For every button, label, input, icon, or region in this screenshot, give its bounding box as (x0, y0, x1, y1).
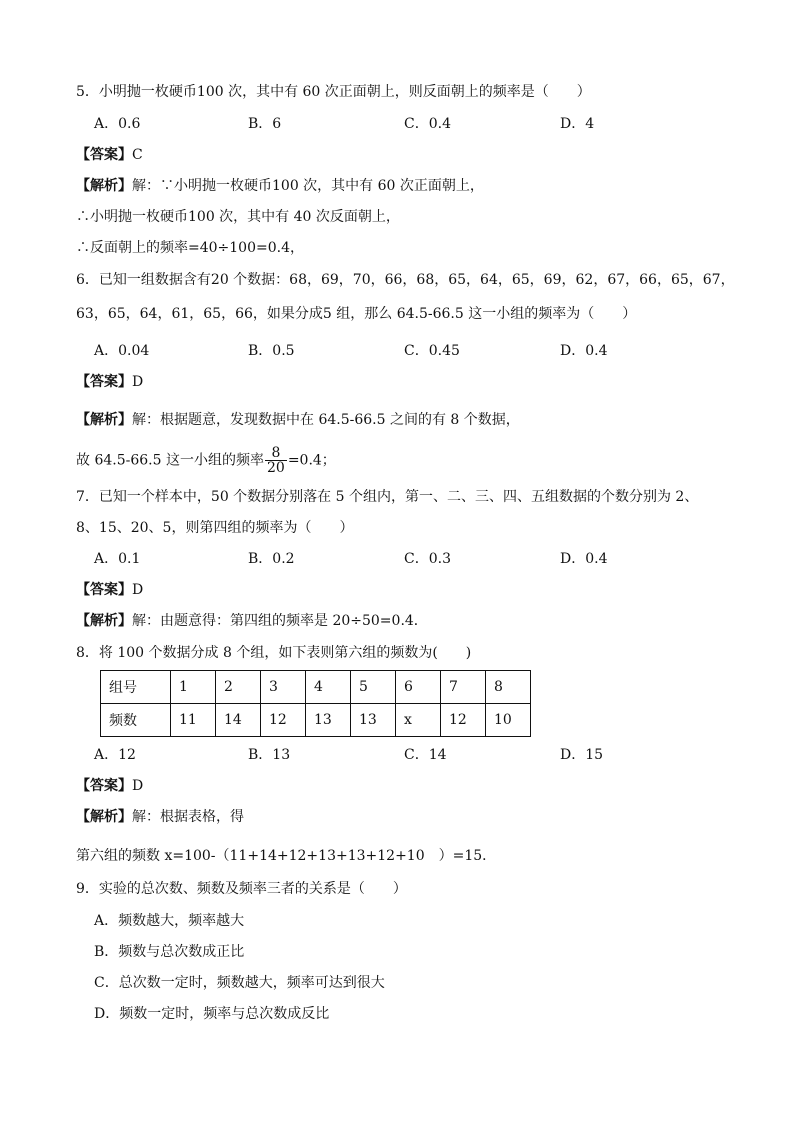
q8-option-c: C．14 (404, 747, 447, 763)
q6-answer (76, 372, 143, 392)
q7-option-c: C．0.3 (404, 551, 451, 567)
table-row (101, 704, 531, 737)
table-cell: 14 (216, 704, 261, 737)
q6-analysis-1 (76, 410, 520, 430)
q5-option-d: D．4 (560, 116, 595, 132)
answer-tag: 【答案】 (76, 582, 132, 598)
table-cell: 7 (441, 671, 486, 704)
answer-tag: 【答案】 (76, 374, 132, 390)
answer-value: D (132, 582, 144, 598)
q8-option-b: B．13 (248, 747, 291, 763)
q5-analysis-3: ∴反面朝上的频率=40÷100=0.4， (76, 240, 304, 256)
table-cell: 13 (351, 704, 396, 737)
q8-analysis-1 (76, 807, 244, 827)
q5-option-c: C．0.4 (404, 116, 451, 132)
analysis-text: 解：由题意得：第四组的频率是 20÷50=0.4． (132, 613, 428, 629)
fraction (265, 446, 287, 475)
table-cell: x (396, 704, 441, 737)
q7-answer (76, 580, 143, 600)
table-cell: 13 (306, 704, 351, 737)
answer-tag: 【答案】 (76, 147, 132, 163)
q9-option-a: A．频数越大，频率越大 (94, 913, 245, 929)
table-cell: 3 (261, 671, 306, 704)
q8-option-d: D．15 (560, 747, 604, 763)
analysis-text: 解：∵小明抛一枚硬币100 次，其中有 60 次正面朝上， (132, 178, 484, 194)
q5-option-b: B．6 (248, 116, 282, 132)
q7-analysis (76, 611, 428, 631)
question-7-stem-1: 7．已知一个样本中，50 个数据分别落在 5 个组内，第一、二、三、四、五组数据的个数分别为 2、 (76, 489, 699, 505)
question-8-stem: 8．将 100 个数据分成 8 个组，如下表则第六组的频数为( ) (76, 645, 472, 661)
answer-value: C (132, 147, 143, 163)
question-9-stem: 9．实验的总次数、频数及频率三者的关系是（ ） (76, 881, 407, 897)
table-cell: 1 (171, 671, 216, 704)
q9-option-b: B．频数与总次数成正比 (94, 944, 245, 960)
q6-option-b: B．0.5 (248, 343, 295, 359)
question-7-stem-2: 8、15、20、5，则第四组的频率为（ ） (76, 520, 354, 536)
table-cell: 10 (486, 704, 531, 737)
table-cell: 5 (351, 671, 396, 704)
q6-option-a: A．0.04 (94, 343, 150, 359)
fraction-numerator: 8 (265, 446, 287, 461)
q8-answer (76, 776, 143, 796)
answer-value: D (132, 374, 144, 390)
q5-option-a: A．0.6 (94, 116, 141, 132)
table-cell: 12 (261, 704, 306, 737)
table-cell: 8 (486, 671, 531, 704)
q5-answer (76, 145, 143, 165)
table-cell: 11 (171, 704, 216, 737)
q6-option-d: D．0.4 (560, 343, 608, 359)
analysis-text: 故 64.5-66.5 这一小组的频率 (76, 452, 264, 469)
question-5-stem: 5．小明抛一枚硬币100 次，其中有 60 次正面朝上，则反面朝上的频率是（ ） (76, 84, 591, 100)
frequency-table (100, 670, 531, 737)
table-row (101, 671, 531, 704)
analysis-tag: 【解析】 (76, 809, 132, 825)
table-cell: 2 (216, 671, 261, 704)
q5-analysis-2: ∴小明抛一枚硬币100 次，其中有 40 次反面朝上， (76, 209, 400, 225)
fraction-denominator: 20 (266, 460, 285, 476)
q5-analysis-1 (76, 176, 484, 196)
analysis-text: =0.4； (287, 452, 336, 469)
table-cell: 组号 (101, 671, 171, 704)
q9-option-d: D．频数一定时，频率与总次数成反比 (94, 1006, 330, 1022)
analysis-text: 解：根据表格，得 (132, 809, 244, 825)
q7-option-a: A．0.1 (94, 551, 141, 567)
question-6-stem-1: 6．已知一组数据含有20 个数据：68，69，70，66，68，65，64，65，69，62，67，66，65，67， (76, 272, 735, 288)
answer-value: D (132, 778, 144, 794)
q7-option-b: B．0.2 (248, 551, 295, 567)
table-cell: 4 (306, 671, 351, 704)
q6-analysis-2 (76, 446, 336, 475)
table-cell: 6 (396, 671, 441, 704)
answer-tag: 【答案】 (76, 778, 132, 794)
table-cell: 12 (441, 704, 486, 737)
table-cell: 频数 (101, 704, 171, 737)
q7-option-d: D．0.4 (560, 551, 608, 567)
analysis-tag: 【解析】 (76, 613, 132, 629)
question-6-stem-2: 63，65，64，61，65，66，如果分成5 组，那么 64.5-66.5 这一小组的频率为（ ） (76, 306, 637, 322)
analysis-tag: 【解析】 (76, 412, 132, 428)
analysis-text: 解：根据题意，发现数据中在 64.5-66.5 之间的有 8 个数据， (132, 412, 520, 428)
analysis-tag: 【解析】 (76, 178, 132, 194)
q8-option-a: A．12 (94, 747, 136, 763)
q8-analysis-2: 第六组的频数 x=100-（11+14+12+13+13+12+10 ）=15． (76, 848, 497, 864)
q9-option-c: C．总次数一定时，频数越大，频率可达到很大 (94, 975, 385, 991)
q6-option-c: C．0.45 (404, 343, 460, 359)
